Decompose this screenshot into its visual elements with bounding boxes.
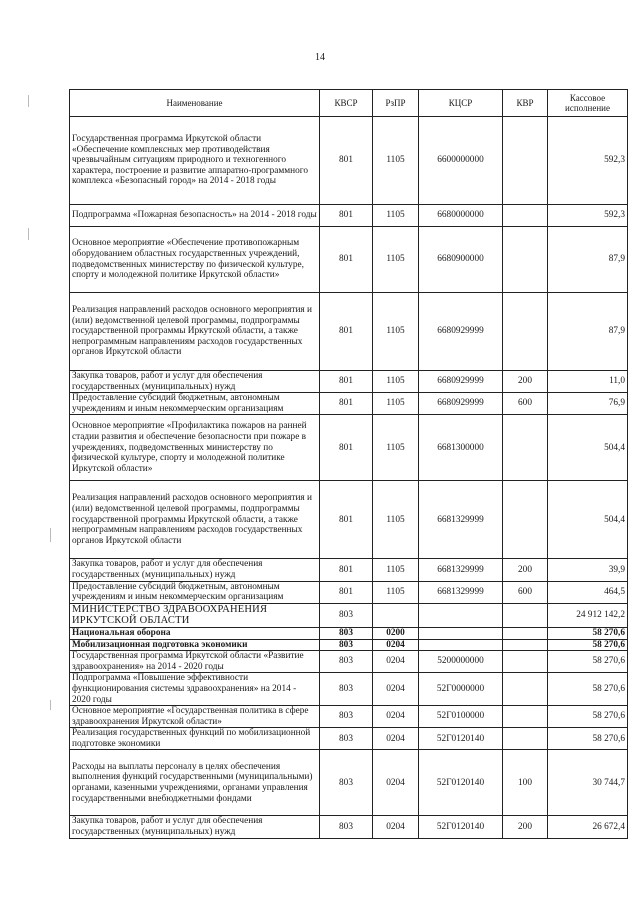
cell-amount	[548, 481, 628, 559]
cell-rzpr-text: 1105	[386, 442, 405, 453]
cell-rzpr-text: 0204	[386, 821, 405, 832]
cell-kvr	[503, 371, 548, 393]
scan-mark	[50, 528, 51, 542]
budget-execution-table	[69, 89, 628, 839]
cell-amount-text: 592,3	[604, 155, 625, 166]
cell-rzpr-text: 1105	[386, 398, 405, 409]
cell-kcsr-text: 6681300000	[437, 442, 484, 453]
cell-rzpr-text: 0204	[386, 656, 405, 667]
cell-kvsr	[320, 393, 373, 415]
cell-kcsr-text: 6681329999	[437, 564, 484, 575]
cell-kcsr	[419, 603, 503, 627]
cell-name-text: Расходы на выплаты персоналу в целях обеспечения выполнения функций государственными (муниципальными) органами, казенными учреждениями, органами управления государственными внебюджетными фондами	[72, 761, 313, 804]
cell-kcsr	[419, 117, 503, 205]
cell-amount	[548, 205, 628, 227]
cell-kcsr	[419, 673, 503, 706]
cell-rzpr	[373, 371, 419, 393]
cell-kvsr	[320, 603, 373, 627]
cell-kvsr-text: 803	[339, 656, 353, 667]
cell-kvsr-text: 803	[339, 821, 353, 832]
cell-kcsr	[419, 205, 503, 227]
cell-rzpr	[373, 639, 419, 651]
cell-rzpr	[373, 581, 419, 603]
table-row	[70, 673, 628, 706]
cell-name-text: Предоставление субсидий бюджетным, автономным учреждениям и иным некоммерческим организациям	[72, 581, 284, 603]
cell-name-text: Реализация направлений расходов основного мероприятия и (или) ведомственной целевой программы, подпрограммы государственной программы Иркутской области, а также непрограммным направлениям расходов государственных органов Иркутской области	[72, 305, 313, 358]
cell-kcsr-text: 52Г0120140	[436, 777, 485, 788]
cell-kcsr-text: 6600000000	[437, 155, 484, 166]
cell-name	[70, 673, 320, 706]
cell-kvsr	[320, 481, 373, 559]
cell-kvsr-text: 803	[339, 777, 353, 788]
table-row	[70, 227, 628, 293]
cell-kvr	[503, 603, 548, 627]
header-rzpr: РзПР	[373, 90, 419, 117]
table-row	[70, 481, 628, 559]
cell-kvsr-text: 803	[339, 639, 353, 650]
cell-kvsr-text: 801	[339, 442, 353, 453]
cell-kvr	[503, 639, 548, 651]
cell-kcsr-text: 6680929999	[437, 376, 484, 387]
cell-rzpr-text: 1105	[386, 586, 405, 597]
cell-kcsr	[419, 639, 503, 651]
cell-kcsr-text: 6681329999	[437, 514, 484, 525]
cell-kvr	[503, 117, 548, 205]
cell-kcsr-text: 52Г0000000	[436, 683, 485, 694]
cell-kvr	[503, 816, 548, 838]
cell-amount-text: 11,0	[609, 376, 625, 387]
cell-amount	[548, 639, 628, 651]
cell-name-text: Закупка товаров, работ и услуг для обеспечения государственных (муниципальных) нужд	[72, 371, 263, 392]
cell-rzpr-text: 0204	[386, 683, 405, 694]
cell-name	[70, 639, 320, 651]
cell-kvr-text: 200	[518, 821, 532, 832]
cell-amount-text: 30 744,7	[592, 777, 625, 788]
cell-kvr	[503, 227, 548, 293]
header-amount: Кассовое исполнение	[548, 90, 628, 117]
cell-name	[70, 371, 320, 393]
cell-amount	[548, 651, 628, 673]
scan-mark	[50, 700, 51, 710]
cell-kcsr	[419, 581, 503, 603]
cell-amount	[548, 393, 628, 415]
cell-kvsr	[320, 581, 373, 603]
cell-kvr	[503, 750, 548, 816]
cell-kcsr	[419, 728, 503, 750]
cell-rzpr-text: 1105	[386, 155, 405, 166]
cell-name-text: Закупка товаров, работ и услуг для обеспечения государственных (муниципальных) нужд	[72, 816, 263, 838]
cell-amount-text: 87,9	[608, 326, 625, 337]
table-row	[70, 581, 628, 603]
cell-rzpr-text: 1105	[386, 326, 405, 337]
cell-rzpr	[373, 603, 419, 627]
scan-mark	[28, 95, 29, 107]
cell-name-text: Реализация государственных функций по мобилизационной подготовке экономики	[72, 728, 311, 749]
cell-amount	[548, 706, 628, 728]
cell-rzpr-text: 0204	[386, 777, 405, 788]
cell-amount	[548, 673, 628, 706]
cell-rzpr-text: 1105	[386, 210, 405, 221]
header-name: Наименование	[70, 90, 320, 117]
cell-kvsr	[320, 293, 373, 371]
cell-amount	[548, 627, 628, 639]
cell-kvsr-text: 801	[339, 155, 353, 166]
table-row	[70, 205, 628, 227]
cell-name	[70, 706, 320, 728]
cell-kvr	[503, 559, 548, 581]
cell-rzpr	[373, 117, 419, 205]
cell-kvr-text: 200	[518, 376, 532, 387]
cell-rzpr	[373, 481, 419, 559]
cell-amount-text: 592,3	[604, 210, 625, 221]
cell-kvsr	[320, 651, 373, 673]
table-row	[70, 393, 628, 415]
cell-rzpr	[373, 651, 419, 673]
cell-name	[70, 415, 320, 481]
cell-rzpr	[373, 293, 419, 371]
cell-kvsr	[320, 728, 373, 750]
cell-amount	[548, 603, 628, 627]
table-row	[70, 639, 628, 651]
cell-kcsr	[419, 816, 503, 838]
cell-name	[70, 205, 320, 227]
cell-name-text: Государственная программа Иркутской области «Развитие здравоохранения» на 2014 - 2020 годы	[72, 651, 304, 672]
cell-name-text: Мобилизационная подготовка экономики	[72, 639, 248, 650]
cell-rzpr	[373, 728, 419, 750]
cell-name-text: Основное мероприятие «Государственная политика в сфере здравоохранения Иркутской области»	[72, 706, 309, 727]
cell-kvsr-text: 803	[339, 683, 353, 694]
cell-kcsr-text: 52Г0120140	[436, 821, 485, 832]
cell-name	[70, 581, 320, 603]
cell-kcsr	[419, 706, 503, 728]
cell-kcsr-text: 6680000000	[437, 210, 484, 221]
cell-amount-text: 58 270,6	[592, 627, 625, 638]
cell-kvr	[503, 706, 548, 728]
cell-kcsr-text: 5200000000	[437, 656, 484, 667]
cell-kvsr	[320, 371, 373, 393]
cell-amount	[548, 227, 628, 293]
cell-amount-text: 58 270,6	[592, 656, 625, 667]
cell-kvr	[503, 581, 548, 603]
cell-rzpr	[373, 393, 419, 415]
cell-name	[70, 227, 320, 293]
cell-kcsr	[419, 627, 503, 639]
cell-kvr	[503, 673, 548, 706]
cell-amount	[548, 816, 628, 838]
cell-kvsr	[320, 559, 373, 581]
table-row	[70, 559, 628, 581]
cell-rzpr-text: 0204	[386, 639, 405, 650]
cell-rzpr-text: 1105	[386, 514, 405, 525]
cell-kvr	[503, 481, 548, 559]
cell-kvr	[503, 651, 548, 673]
cell-kcsr-text: 6681329999	[437, 586, 484, 597]
cell-rzpr-text: 1105	[386, 564, 405, 575]
cell-kcsr	[419, 393, 503, 415]
cell-kvsr-text: 803	[339, 711, 353, 722]
cell-amount-text: 39,9	[608, 564, 625, 575]
cell-name-text: Государственная программа Иркутской области «Обеспечение комплексных мер противодействия чрезвычайным ситуациям природного и техногенного характера, построение и развитие аппаратно-программного комплекса «Безопасный город» на 2014 - 2018 годы	[72, 134, 309, 187]
cell-kvsr	[320, 673, 373, 706]
cell-kvr-text: 600	[518, 586, 532, 597]
cell-name-text: Подпрограмма «Повышение эффективности функционирования системы здравоохранения» на 2014 - 2020 годы	[72, 673, 297, 705]
cell-amount-text: 464,5	[604, 586, 625, 597]
cell-kvr	[503, 627, 548, 639]
cell-kvr	[503, 293, 548, 371]
cell-name	[70, 559, 320, 581]
cell-kcsr	[419, 651, 503, 673]
cell-name	[70, 293, 320, 371]
cell-name	[70, 816, 320, 838]
cell-kvsr	[320, 639, 373, 651]
cell-name	[70, 481, 320, 559]
cell-kvsr	[320, 415, 373, 481]
cell-rzpr	[373, 627, 419, 639]
cell-kvsr	[320, 205, 373, 227]
cell-rzpr	[373, 559, 419, 581]
cell-kvsr	[320, 117, 373, 205]
scan-mark	[28, 228, 29, 240]
table-header-row	[70, 90, 628, 117]
cell-amount	[548, 117, 628, 205]
table-row	[70, 371, 628, 393]
cell-kcsr-text: 6680929999	[437, 398, 484, 409]
cell-name-text: МИНИСТЕРСТВО ЗДРАВООХРАНЕНИЯ ИРКУТСКОЙ ОБЛАСТИ	[72, 603, 268, 627]
table-row	[70, 293, 628, 371]
cell-kvsr-text: 801	[339, 326, 353, 337]
cell-kcsr	[419, 481, 503, 559]
cell-kvr	[503, 393, 548, 415]
cell-rzpr	[373, 816, 419, 838]
cell-kcsr	[419, 371, 503, 393]
cell-rzpr	[373, 227, 419, 293]
cell-name-text: Основное мероприятие «Обеспечение противопожарным оборудованием областных государственных учреждений, подведомственных министерству по физической культуре, спорту и молодежной политике Иркутской области»	[72, 238, 304, 281]
cell-kcsr	[419, 559, 503, 581]
cell-kvsr-text: 801	[339, 376, 353, 387]
cell-rzpr-text: 0204	[386, 733, 405, 744]
cell-kvr-text: 600	[518, 398, 532, 409]
cell-rzpr-text: 1105	[386, 376, 405, 387]
cell-name	[70, 603, 320, 627]
cell-kvsr	[320, 750, 373, 816]
cell-kcsr	[419, 293, 503, 371]
cell-amount-text: 24 912 142,2	[576, 610, 625, 621]
cell-kvsr	[320, 627, 373, 639]
table-row	[70, 750, 628, 816]
cell-rzpr	[373, 673, 419, 706]
table-row	[70, 651, 628, 673]
cell-kvsr	[320, 706, 373, 728]
cell-name-text: Основное мероприятие «Профилактика пожаров на ранней стадии развития и обеспечение безопасности при пожаре в учреждениях, подведомственных министерству по физической культуре, спорту и молодежной политике Иркутской области»	[72, 421, 307, 474]
table-body	[70, 117, 628, 839]
table-row	[70, 627, 628, 639]
table-row	[70, 603, 628, 627]
cell-rzpr-text: 1105	[386, 254, 405, 265]
cell-kvsr-text: 801	[339, 564, 353, 575]
cell-kvr-text: 200	[518, 564, 532, 575]
cell-kvsr-text: 803	[339, 627, 353, 638]
cell-amount-text: 504,4	[604, 442, 625, 453]
cell-kcsr-text: 52Г0100000	[436, 711, 485, 722]
cell-amount	[548, 415, 628, 481]
cell-kcsr-text: 52Г0120140	[436, 733, 485, 744]
table-row	[70, 706, 628, 728]
cell-amount	[548, 371, 628, 393]
cell-amount	[548, 750, 628, 816]
cell-name	[70, 750, 320, 816]
cell-kvr	[503, 205, 548, 227]
cell-name	[70, 393, 320, 415]
cell-rzpr	[373, 415, 419, 481]
cell-amount	[548, 581, 628, 603]
table-row	[70, 816, 628, 838]
cell-name-text: Национальная оборона	[72, 627, 171, 638]
header-kvsr: КВСР	[320, 90, 373, 117]
cell-name-text: Подпрограмма «Пожарная безопасность» на 2014 - 2018 годы	[72, 210, 317, 221]
cell-name	[70, 651, 320, 673]
cell-name-text: Предоставление субсидий бюджетным, автономным учреждениям и иным некоммерческим организациям	[72, 393, 284, 414]
header-kcsr: КЦСР	[419, 90, 503, 117]
cell-name	[70, 627, 320, 639]
cell-kvsr-text: 801	[339, 514, 353, 525]
cell-name-text: Закупка товаров, работ и услуг для обеспечения государственных (муниципальных) нужд	[72, 559, 263, 580]
cell-kcsr	[419, 750, 503, 816]
cell-kvsr-text: 801	[339, 210, 353, 221]
cell-rzpr-text: 0200	[386, 627, 405, 638]
cell-amount	[548, 559, 628, 581]
cell-kvr	[503, 415, 548, 481]
cell-kvsr-text: 803	[339, 733, 353, 744]
cell-amount-text: 58 270,6	[592, 711, 625, 722]
cell-amount-text: 58 270,6	[592, 683, 625, 694]
header-kvr: КВР	[503, 90, 548, 117]
cell-rzpr	[373, 750, 419, 816]
cell-rzpr	[373, 706, 419, 728]
cell-kcsr	[419, 227, 503, 293]
cell-rzpr-text: 0204	[386, 711, 405, 722]
cell-amount-text: 58 270,6	[592, 639, 625, 650]
cell-kcsr-text: 6680929999	[437, 326, 484, 337]
cell-name-text: Реализация направлений расходов основного мероприятия и (или) ведомственной целевой программы, подпрограммы государственной программы Иркутской области, а также непрограммным направлениям расходов государственных органов Иркутской области	[72, 493, 313, 546]
cell-amount-text: 87,9	[608, 254, 625, 265]
cell-amount	[548, 728, 628, 750]
cell-name	[70, 728, 320, 750]
page-number: 14	[315, 52, 325, 63]
cell-amount-text: 76,9	[608, 398, 625, 409]
table-row	[70, 117, 628, 205]
cell-kvsr	[320, 227, 373, 293]
cell-kvr-text: 100	[518, 777, 532, 788]
cell-kcsr-text: 6680900000	[437, 254, 484, 265]
cell-amount	[548, 293, 628, 371]
cell-kvsr	[320, 816, 373, 838]
cell-kcsr	[419, 415, 503, 481]
cell-amount-text: 504,4	[604, 514, 625, 525]
cell-name	[70, 117, 320, 205]
cell-kvsr-text: 801	[339, 254, 353, 265]
cell-kvr	[503, 728, 548, 750]
cell-kvsr-text: 801	[339, 398, 353, 409]
cell-rzpr	[373, 205, 419, 227]
table-row	[70, 415, 628, 481]
cell-kvsr-text: 801	[339, 586, 353, 597]
cell-amount-text: 26 672,4	[592, 821, 625, 832]
table-row	[70, 728, 628, 750]
cell-kvsr-text: 803	[339, 610, 353, 621]
cell-amount-text: 58 270,6	[592, 733, 625, 744]
